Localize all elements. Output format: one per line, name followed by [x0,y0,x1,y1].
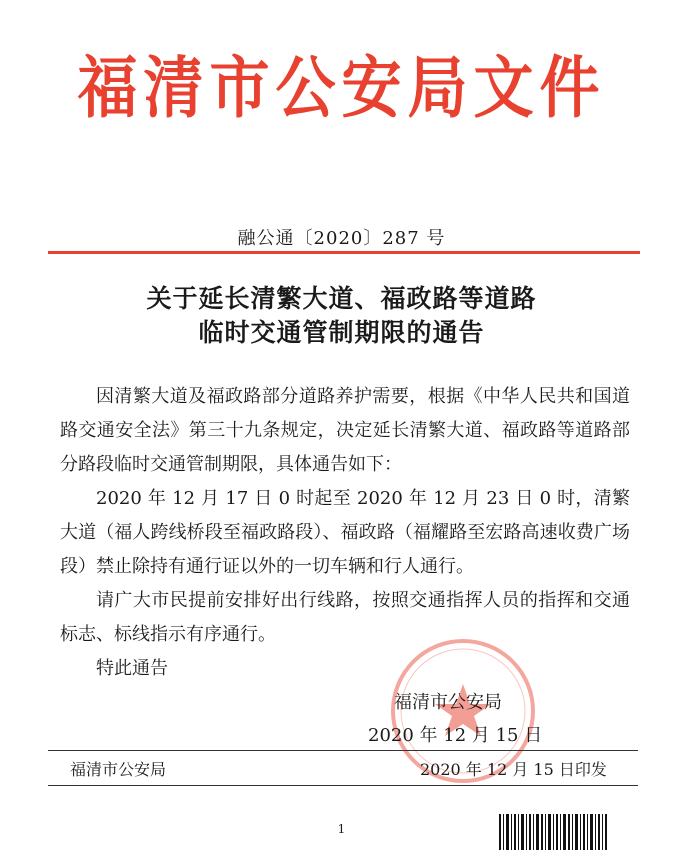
body-paragraph: 2020 年 12 月 17 日 0 时起至 2020 年 12 月 23 日 0 时，清繁大道（福人跨线桥段至福政路段）、福政路（福耀路至宏路高速收费广场段）禁止除持有通行证以外的一切车辆和行人通行。 [60,488,630,577]
notice-title-line-2: 临时交通管制期限的通告 [198,318,485,347]
notice-body [60,380,630,686]
footer-divider-bottom [48,785,638,786]
document-number: 融公通〔2020〕287 号 [237,228,446,249]
footer-divider-top [48,750,638,751]
body-paragraph: 特此通告 [96,658,168,679]
signature-organization: 福清市公安局 [394,692,502,713]
notice-title [0,282,683,350]
header-divider [48,251,640,254]
body-paragraph: 请广大市民提前安排好出行线路，按照交通指挥人员的指挥和交通标志、标线指示有序通行。 [60,590,630,645]
footer-issue-date: 2020 年 12 月 15 日印发 [420,760,607,779]
page-number: 1 [337,822,346,836]
document-header-title: 福清市公安局文件 [77,49,606,128]
barcode-image [497,812,609,852]
notice-title-line-1: 关于延长清繁大道、福政路等道路 [146,284,537,313]
signature-date: 2020 年 12 月 15 日 [368,725,543,746]
footer-issuer: 福清市公安局 [70,760,167,779]
body-paragraph: 因清繁大道及福政路部分道路养护需要，根据《中华人民共和国道路交通安全法》第三十九条规定，决定延长清繁大道、福政路等道路部分路段临时交通管制期限，具体通告如下： [60,386,630,475]
